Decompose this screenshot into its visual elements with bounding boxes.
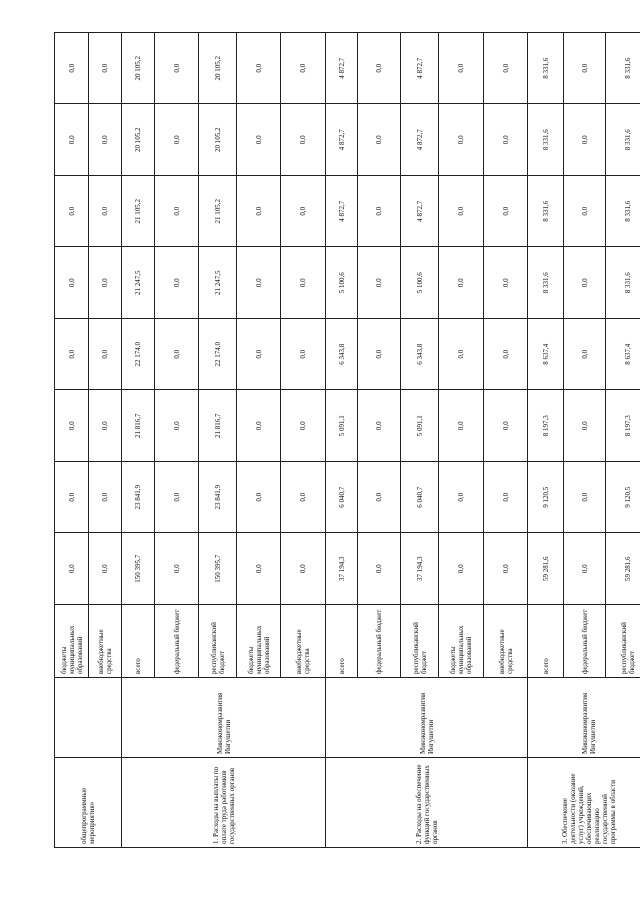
amount-cell: 0,0 [358,390,401,462]
amount-cell: 8 197,3 [528,390,564,462]
amount-cell: 0,0 [439,319,484,391]
amount-cell: 0,0 [281,390,326,462]
amount-cell: 37 194,3 [326,533,358,605]
amount-cell: 0,0 [89,390,122,462]
amount-cell: 0,0 [237,247,281,319]
amount-cell: 0,0 [564,176,606,248]
amount-cell: 5 100,6 [401,247,439,319]
amount-cell: 9 120,5 [528,462,564,534]
amount-cell: 0,0 [484,390,528,462]
funding-source-cell: всего [326,605,358,678]
amount-cell: 0,0 [155,390,199,462]
funding-source-cell: федеральный бюджет [564,605,606,678]
amount-cell: 0,0 [484,462,528,534]
amount-cell: 0,0 [55,319,89,391]
amount-cell: 0,0 [439,247,484,319]
amount-cell: 5 091,1 [401,390,439,462]
amount-cell: 8 637,4 [606,319,640,391]
amount-cell: 0,0 [237,390,281,462]
amount-cell: 0,0 [439,176,484,248]
amount-cell: 0,0 [358,319,401,391]
amount-cell: 0,0 [439,390,484,462]
amount-cell: 0,0 [358,247,401,319]
executor-cell [55,678,122,758]
amount-cell: 0,0 [55,533,89,605]
amount-cell: 4 872,7 [401,176,439,248]
amount-cell: 0,0 [55,104,89,176]
amount-cell: 22 174,0 [122,319,155,391]
amount-cell: 0,0 [484,104,528,176]
amount-cell: 0,0 [237,533,281,605]
amount-cell: 0,0 [564,104,606,176]
amount-cell: 0,0 [564,462,606,534]
amount-cell: 4 872,7 [326,176,358,248]
amount-cell: 0,0 [564,390,606,462]
amount-cell: 21 816,7 [199,390,237,462]
amount-cell: 0,0 [564,319,606,391]
amount-cell: 0,0 [484,533,528,605]
amount-cell: 0,0 [439,33,484,105]
amount-cell: 23 841,9 [199,462,237,534]
amount-cell: 0,0 [237,176,281,248]
activity-name-cell: общепрограммные мероприятия» [55,758,122,848]
amount-cell: 59 281,6 [528,533,564,605]
funding-source-cell: республиканский бюджет [199,605,237,678]
amount-cell: 0,0 [155,104,199,176]
amount-cell: 0,0 [89,247,122,319]
funding-source-cell: внебюджетные средства [89,605,122,678]
amount-cell: 20 105,2 [122,104,155,176]
funding-source-cell: федеральный бюджет [358,605,401,678]
amount-cell: 0,0 [55,33,89,105]
table-body [55,33,640,848]
amount-cell: 6 343,8 [401,319,439,391]
amount-cell: 5 091,1 [326,390,358,462]
amount-cell: 6 040,7 [326,462,358,534]
amount-cell: 0,0 [358,104,401,176]
amount-cell: 8 331,6 [606,247,640,319]
amount-cell: 0,0 [564,533,606,605]
amount-cell: 8 331,6 [528,104,564,176]
amount-cell: 6 040,7 [401,462,439,534]
amount-cell: 21 247,5 [122,247,155,319]
amount-cell: 8 331,6 [528,247,564,319]
amount-cell: 0,0 [281,533,326,605]
amount-cell: 0,0 [237,33,281,105]
funding-source-cell: бюджеты муниципальных образований [55,605,89,678]
amount-cell: 0,0 [281,33,326,105]
funding-source-cell: бюджеты муниципальных образований [439,605,484,678]
amount-cell: 0,0 [155,176,199,248]
amount-cell: 0,0 [155,33,199,105]
amount-cell: 21 105,2 [122,176,155,248]
amount-cell: 4 872,7 [326,104,358,176]
budget-table [54,32,640,848]
activity-name-cell: 1. Расходы на выплаты по оплате труда работников государственных органов [122,758,326,848]
amount-cell: 37 194,3 [401,533,439,605]
funding-source-cell: всего [122,605,155,678]
amount-cell: 0,0 [358,533,401,605]
funding-source-cell: внебюджетные средства [484,605,528,678]
amount-cell: 150 395,7 [122,533,155,605]
amount-cell: 0,0 [358,462,401,534]
amount-cell: 9 120,5 [606,462,640,534]
table-row [528,33,564,848]
activity-name-cell: 3. Обеспечение деятельности (оказание услуг) учреждений, обеспечивающих реализацию государственной программы в области [528,758,640,848]
rotated-table-wrapper [54,33,636,848]
amount-cell: 0,0 [564,33,606,105]
amount-cell: 0,0 [155,319,199,391]
funding-source-cell: внебюджетные средства [281,605,326,678]
amount-cell: 21 816,7 [122,390,155,462]
amount-cell: 0,0 [89,462,122,534]
amount-cell: 0,0 [281,104,326,176]
funding-source-cell: республиканский бюджет [606,605,640,678]
amount-cell: 21 247,5 [199,247,237,319]
amount-cell: 59 281,6 [606,533,640,605]
amount-cell: 0,0 [281,319,326,391]
amount-cell: 0,0 [55,462,89,534]
amount-cell: 8 331,6 [606,104,640,176]
amount-cell: 0,0 [89,319,122,391]
amount-cell: 8 331,6 [606,176,640,248]
amount-cell: 0,0 [55,176,89,248]
amount-cell: 8 197,3 [606,390,640,462]
amount-cell: 0,0 [55,390,89,462]
amount-cell: 0,0 [439,533,484,605]
table-row [55,33,89,848]
amount-cell: 0,0 [358,176,401,248]
amount-cell: 20 105,2 [199,33,237,105]
executor-cell: Минэкономразвития Ингушетии [122,678,326,758]
executor-cell: Минэкономразвития Ингушетии [326,678,528,758]
amount-cell: 8 331,6 [606,33,640,105]
funding-source-cell: всего [528,605,564,678]
amount-cell: 8 637,4 [528,319,564,391]
amount-cell: 0,0 [484,319,528,391]
amount-cell: 0,0 [237,462,281,534]
amount-cell: 0,0 [89,33,122,105]
amount-cell: 0,0 [237,104,281,176]
amount-cell: 5 100,6 [326,247,358,319]
amount-cell: 0,0 [281,462,326,534]
amount-cell: 8 331,6 [528,176,564,248]
amount-cell: 4 872,7 [401,33,439,105]
amount-cell: 20 105,2 [199,104,237,176]
amount-cell: 6 343,8 [326,319,358,391]
amount-cell: 21 105,2 [199,176,237,248]
amount-cell: 22 174,0 [199,319,237,391]
amount-cell: 8 331,6 [528,33,564,105]
table-row [122,33,155,848]
executor-cell: Минэкономразвития Ингушетии [528,678,640,758]
amount-cell: 0,0 [55,247,89,319]
amount-cell: 0,0 [89,176,122,248]
table-row [326,33,358,848]
amount-cell: 150 395,7 [199,533,237,605]
amount-cell: 0,0 [89,104,122,176]
amount-cell: 0,0 [484,176,528,248]
amount-cell: 0,0 [155,247,199,319]
amount-cell: 20 105,2 [122,33,155,105]
amount-cell: 0,0 [155,462,199,534]
amount-cell: 0,0 [89,533,122,605]
amount-cell: 23 841,9 [122,462,155,534]
funding-source-cell: республиканский бюджет [401,605,439,678]
amount-cell: 0,0 [281,176,326,248]
amount-cell: 0,0 [564,247,606,319]
amount-cell: 4 872,7 [401,104,439,176]
amount-cell: 0,0 [358,33,401,105]
amount-cell: 4 872,7 [326,33,358,105]
amount-cell: 0,0 [439,462,484,534]
activity-name-cell: 2. Расходы на обеспечение функций государственных органов [326,758,528,848]
funding-source-cell: федеральный бюджет [155,605,199,678]
amount-cell: 0,0 [484,33,528,105]
amount-cell: 0,0 [155,533,199,605]
amount-cell: 0,0 [484,247,528,319]
amount-cell: 0,0 [281,247,326,319]
amount-cell: 0,0 [439,104,484,176]
amount-cell: 0,0 [237,319,281,391]
funding-source-cell: бюджеты муниципальных образований [237,605,281,678]
